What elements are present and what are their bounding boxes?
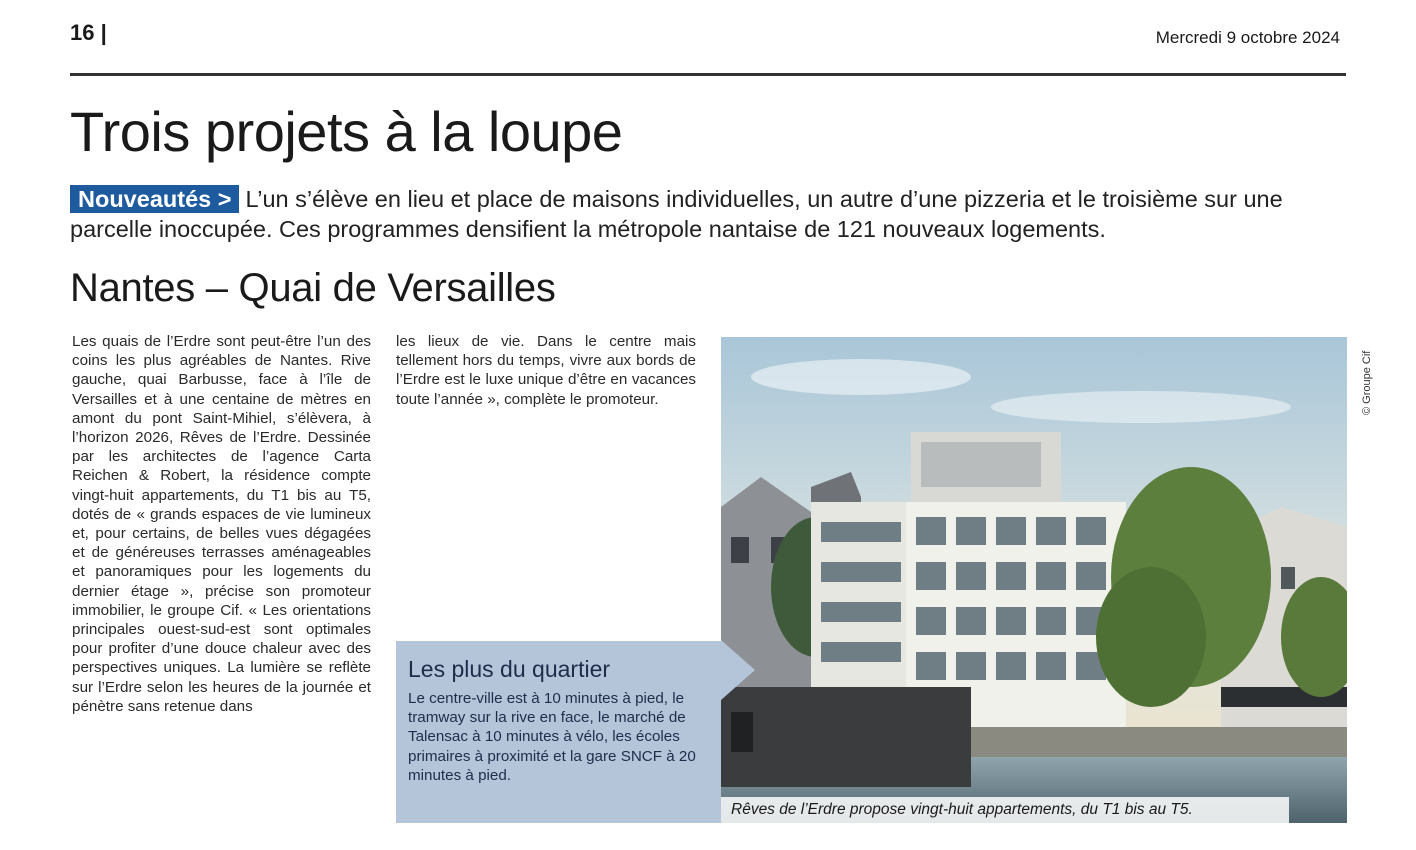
header-rule	[70, 73, 1346, 76]
info-box-title: Les plus du quartier	[408, 656, 611, 682]
photo-credit-text: © Groupe Cif	[1361, 350, 1373, 415]
body-column-1: Les quais de l’Erdre sont peut-être l’un des coins les plus agréables de Nantes. Rive gauche, quai Barbusse, face à l’île de Versailles et à une centaine de mètres en amont du pont Saint-Mihiel, s’élèvera, à l’horizon 2026, Rêves de l’Erdre. Dessinée par les architectes de l’agence Carta Reichen & Robert, la résidence compte vingt-huit appartements, du T1 bis au T5, dotés de « grands espaces de vie lumineux et, pour certains, de belles vues dégagées et de généreuses terrasses aménageables et panoramiques pour les logements du dernier étage », précise son promoteur immobilier, le groupe Cif. « Les orientations principales ouest-sud-est sont optimales pour profiter d’une douce chaleur avec des perspectives uniques. La lumière se reflète sur l’Erdre selon les heures de la journée et pénètre sans retenue dans	[72, 333, 371, 715]
page-number: 16 |	[70, 20, 107, 45]
info-box	[396, 641, 721, 823]
info-box-text: Le centre-ville est à 10 minutes à pied, le tramway sur la rive en face, le marché de Talensac à 10 minutes à vélo, les écoles primaires à proximité et la gare SNCF à 20 minutes à pied.	[408, 690, 696, 784]
kicker-badge: Nouveautés >	[70, 185, 239, 213]
info-box-pointer	[721, 640, 755, 700]
photo-caption: Rêves de l’Erdre propose vingt-huit appartements, du T1 bis au T5.	[721, 797, 1289, 823]
article-headline: Trois projets à la loupe	[70, 100, 623, 163]
photo-credit	[1347, 337, 1373, 423]
building-photo	[721, 337, 1347, 823]
article-lede	[70, 184, 1370, 244]
page-date: Mercredi 9 octobre 2024	[1155, 28, 1340, 47]
body-column-2: les lieux de vie. Dans le centre mais tellement hors du temps, vivre aux bords de l’Erdre est le luxe unique d’être en vacances toute l’année », complète le promoteur.	[396, 333, 696, 408]
lede-text: L’un s’élève en lieu et place de maisons individuelles, un autre d’une pizzeria et le troisième sur une parcelle inoccupée. Ces programmes densifient la métropole nantaise de 121 nouveaux logements.	[70, 186, 1283, 242]
section-title: Nantes – Quai de Versailles	[70, 266, 556, 310]
